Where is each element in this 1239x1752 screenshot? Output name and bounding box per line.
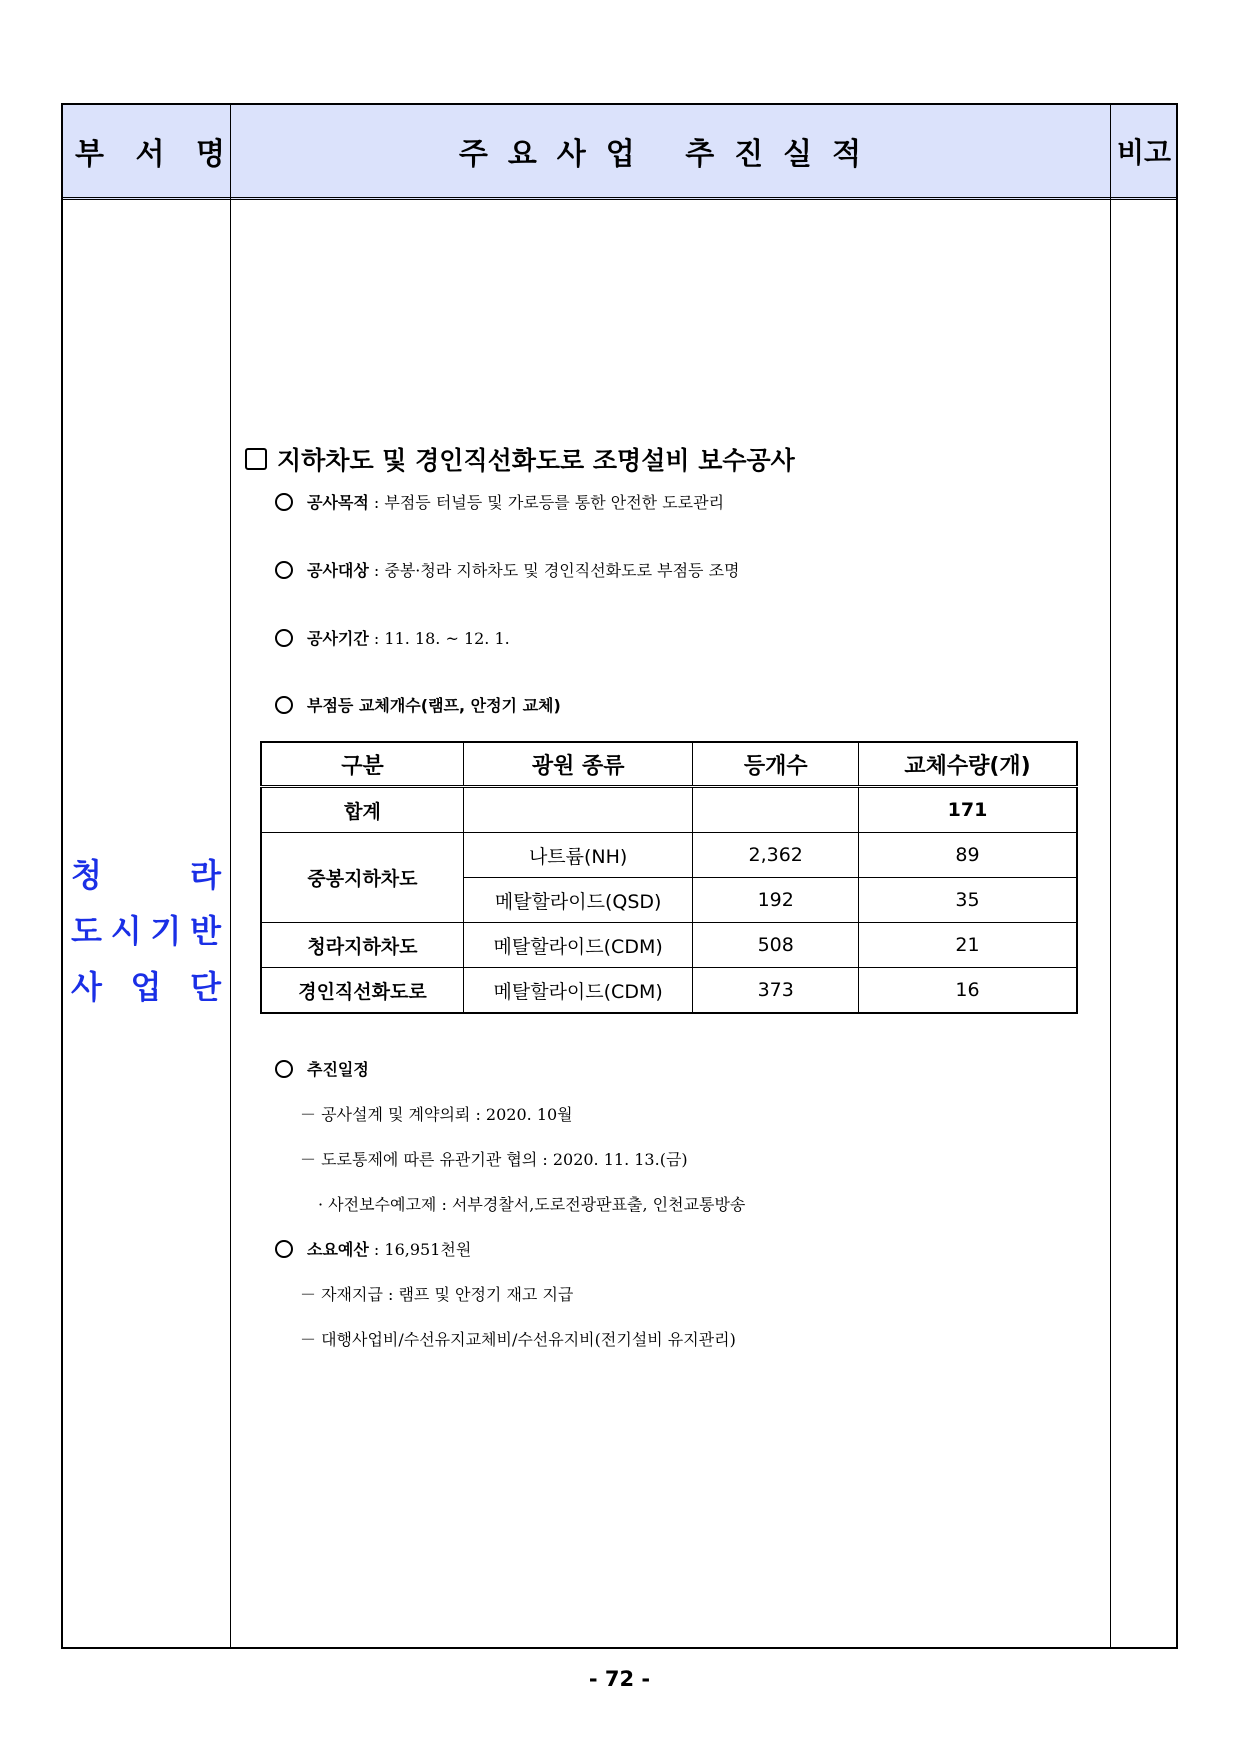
table-cell: 청라지하차도 (261, 923, 463, 968)
item-target (275, 558, 739, 581)
item-label: 소요예산 (307, 1240, 369, 1259)
budget-line: － 자재지급 : 램프 및 안정기 재고 지급 (300, 1285, 574, 1304)
table-cell: 16 (859, 968, 1077, 1014)
table-cell: 경인직선화도로 (261, 968, 463, 1014)
header-note: 비고 (1116, 136, 1172, 169)
circle-bullet-icon (275, 561, 293, 579)
table-cell: 89 (859, 833, 1077, 878)
item-label: 공사기간 (307, 629, 369, 648)
department-char: 사 (71, 968, 102, 1006)
header-dept (75, 105, 225, 197)
table-cell: 35 (859, 878, 1077, 923)
table-cell: 중봉지하차도 (261, 833, 463, 923)
table-row-total (261, 787, 1077, 833)
column-divider (230, 105, 231, 1647)
circle-bullet-icon (275, 696, 293, 714)
item-label: 부점등 교체개수(램프, 안정기 교체) (307, 696, 561, 715)
department-char: 도 (71, 912, 102, 950)
table-cell: 나트륨(NH) (463, 833, 692, 878)
table-cell: 합계 (261, 787, 463, 833)
budget-line: － 대행사업비/수선유지교체비/수선유지비(전기설비 유지관리) (300, 1330, 736, 1349)
item-value: : 부점등 터널등 및 가로등를 통한 안전한 도로관리 (368, 493, 725, 512)
table-row (261, 968, 1077, 1014)
table-row (261, 923, 1077, 968)
table-header: 구분 (261, 742, 463, 787)
column-divider (1110, 105, 1111, 1647)
page-number: - 72 - (588, 1667, 651, 1691)
schedule-line: · 사전보수예고제 : 서부경찰서,도로전광판표출, 인천교통방송 (318, 1195, 746, 1214)
item-period (275, 626, 510, 649)
department-char: 반 (190, 912, 221, 950)
table-header: 교체수량(개) (859, 742, 1077, 787)
table-cell: 2,362 (693, 833, 859, 878)
table-cell (693, 787, 859, 833)
item-value: : 16,951천원 (368, 1240, 472, 1259)
department-char: 시 (110, 912, 142, 950)
table-header: 광원 종류 (463, 742, 692, 787)
header-dept-char: 서 (135, 137, 165, 172)
circle-bullet-icon (275, 1240, 293, 1258)
table-cell: 373 (693, 968, 859, 1014)
department-char: 업 (130, 968, 162, 1006)
department-name (71, 847, 221, 1015)
department-row (71, 959, 221, 1015)
table-cell (463, 787, 692, 833)
department-char: 단 (190, 968, 221, 1006)
header-main: 주요사업 추진실적 (458, 137, 882, 172)
department-row (71, 903, 221, 959)
table-cell: 171 (859, 787, 1077, 833)
checkbox-square-icon (245, 448, 267, 470)
table-cell: 21 (859, 923, 1077, 968)
table-cell: 메탈할라이드(QSD) (463, 878, 692, 923)
table-header: 등개수 (693, 742, 859, 787)
department-char: 라 (190, 856, 221, 894)
department-row (71, 847, 221, 903)
schedule-line: － 도로통제에 따른 유관기관 협의 : 2020. 11. 13.(금) (300, 1150, 688, 1169)
header-dept-char: 부 (75, 137, 104, 172)
circle-bullet-icon (275, 493, 293, 511)
table-cell: 메탈할라이드(CDM) (463, 968, 692, 1014)
header-dept-char: 명 (196, 137, 225, 172)
item-value: : 11. 18. ~ 12. 1. (368, 629, 510, 648)
table-row (261, 833, 1077, 878)
schedule-heading (275, 1057, 369, 1080)
department-char: 기 (150, 912, 182, 950)
schedule-line: － 공사설계 및 계약의뢰 : 2020. 10월 (300, 1105, 573, 1124)
item-value: : 중봉·청라 지하차도 및 경인직선화도로 부점등 조명 (368, 561, 740, 580)
table-cell: 192 (693, 878, 859, 923)
replacement-table (260, 741, 1078, 1014)
department-char: 청 (71, 856, 102, 894)
section-title (245, 441, 795, 477)
item-label: 공사대상 (307, 561, 369, 580)
item-replace (275, 693, 561, 716)
section-title-text: 지하차도 및 경인직선화도로 조명설비 보수공사 (277, 446, 795, 475)
budget-heading (275, 1237, 471, 1260)
circle-bullet-icon (275, 629, 293, 647)
table-cell: 메탈할라이드(CDM) (463, 923, 692, 968)
table-cell: 508 (693, 923, 859, 968)
table-header-row (261, 742, 1077, 787)
item-label: 추진일정 (307, 1060, 369, 1079)
item-label: 공사목적 (307, 493, 369, 512)
circle-bullet-icon (275, 1060, 293, 1078)
item-purpose (275, 490, 724, 513)
